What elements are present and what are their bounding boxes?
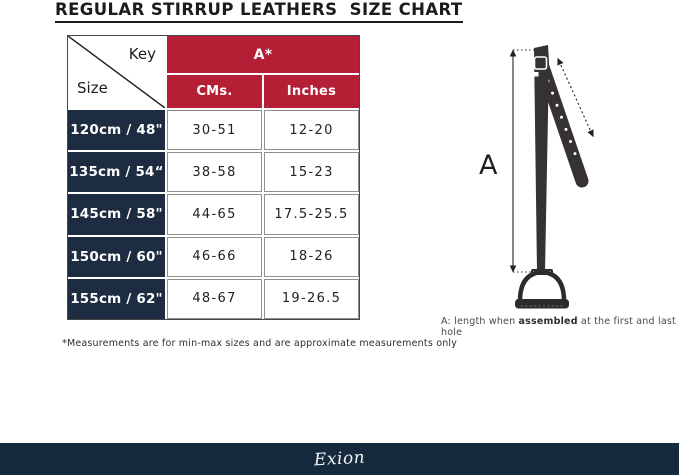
table-row-cms: 38-58 [167, 152, 262, 192]
table-row-cms: 48-67 [167, 279, 262, 319]
title-container [55, 0, 463, 23]
brand-logo: Exion [313, 447, 366, 471]
header-cms: CMs. [167, 75, 262, 108]
table-row-inches: 17.5-25.5 [264, 194, 359, 234]
caption-prefix: A: length when [441, 316, 519, 327]
table-row-cms: 44-65 [167, 194, 262, 234]
dimension-label-a: A [479, 150, 498, 181]
corner-size-label: Size [77, 79, 108, 97]
table-row-size: 155cm / 62" [68, 279, 165, 319]
diagram-caption [441, 316, 679, 338]
corner-key-label: Key [128, 45, 156, 63]
table-row-inches: 12-20 [264, 110, 359, 150]
table-row-cms: 30-51 [167, 110, 262, 150]
table-row-size: 120cm / 48" [68, 110, 165, 150]
caption-assembled: assembled [518, 316, 578, 327]
page-title: REGULAR STIRRUP LEATHERS SIZE CHART [55, 0, 463, 23]
table-row-inches: 15-23 [264, 152, 359, 192]
table-row-size: 135cm / 54“ [68, 152, 165, 192]
brand-footer [0, 443, 679, 475]
table-row-inches: 19-26.5 [264, 279, 359, 319]
table-row-inches: 18-26 [264, 237, 359, 277]
caption-suffix: at the first and last hole [441, 316, 676, 338]
header-group-a: A* [167, 36, 359, 73]
table-row-size: 145cm / 58" [68, 194, 165, 234]
size-table [67, 35, 360, 320]
stirrup-iron [515, 269, 569, 309]
stirrup-leather-illustration [430, 35, 670, 320]
table-row-cms: 46-66 [167, 237, 262, 277]
table-row-size: 150cm / 60" [68, 237, 165, 277]
header-inches: Inches [264, 75, 359, 108]
measurements-footnote: *Measurements are for min-max sizes and are approximate measurements only [62, 338, 458, 349]
main-strap [534, 45, 549, 272]
table-corner-cell [68, 36, 165, 108]
dimension-line-a [513, 50, 534, 272]
adjustment-strap [543, 67, 582, 181]
